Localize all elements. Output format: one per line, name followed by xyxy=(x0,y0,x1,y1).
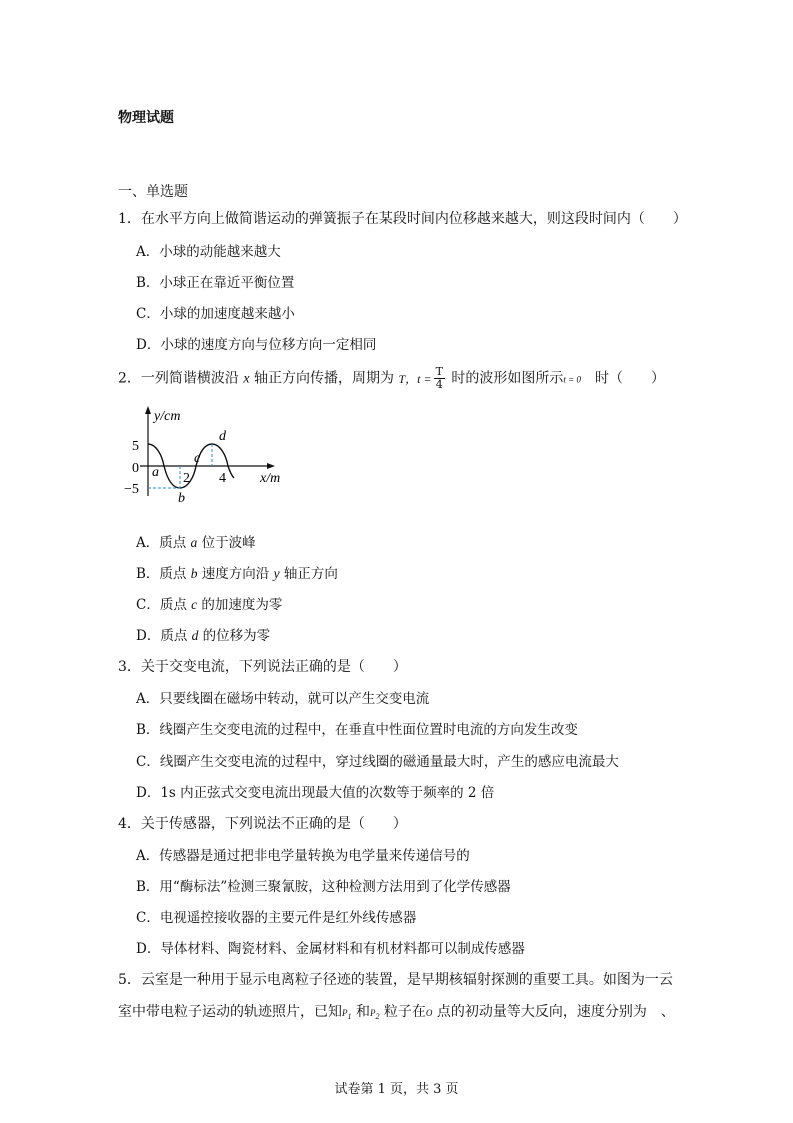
tick-minus-5: −5 xyxy=(124,482,139,497)
question-5-line-2 xyxy=(118,1001,675,1021)
question-4-option-a: A．传感器是通过把非电学量转换为电学量来传递信号的 xyxy=(136,848,470,864)
page-title: 物理试题 xyxy=(118,110,174,126)
fraction-denominator: 4 xyxy=(435,378,443,391)
option-b-suffix: 轴正方向 xyxy=(279,566,338,582)
x-axis-label: x/m xyxy=(260,471,281,486)
point-c-label: c xyxy=(194,451,201,466)
question-2-stem xyxy=(118,366,665,391)
symbol-point-o: O xyxy=(425,1008,433,1018)
formula-t-zero: t = 0 xyxy=(563,374,581,385)
symbol-p2: P2 xyxy=(369,1008,380,1021)
option-b-middle: 速度方向沿 xyxy=(197,566,274,582)
y-axis-label: y/cm xyxy=(154,409,181,424)
question-2-option-b xyxy=(136,562,338,582)
question-5-part-b: 和 xyxy=(351,1004,370,1020)
symbol-p1: P1 xyxy=(342,1008,352,1021)
question-2-option-c xyxy=(136,593,282,613)
option-b-prefix: B．质点 xyxy=(136,566,191,582)
wave-figure xyxy=(124,404,300,506)
option-d-prefix: D．质点 xyxy=(136,628,192,644)
variable-c: c xyxy=(191,597,198,612)
tick-4: 4 xyxy=(219,471,226,486)
question-4-option-d: D．导体材料、陶瓷材料、金属材料和有机材料都可以制成传感器 xyxy=(136,941,525,957)
point-b-label: b xyxy=(178,491,185,506)
question-1-option-d: D．小球的速度方向与位移方向一定相同 xyxy=(136,337,377,353)
option-d-suffix: 的位移为零 xyxy=(198,628,271,644)
tick-5: 5 xyxy=(132,439,139,454)
point-d-label: d xyxy=(219,429,226,444)
fraction-t-over-4 xyxy=(434,366,445,391)
question-5-line-1: 5．云室是一种用于显示电离粒子径迹的装置，是早期核辐射探测的重要工具。如图为一云 xyxy=(118,972,673,988)
option-c-prefix: C．质点 xyxy=(136,597,192,613)
fraction-numerator: T xyxy=(435,365,443,378)
tick-0: 0 xyxy=(132,461,139,476)
question-1-option-c: C．小球的加速度越来越小 xyxy=(136,306,295,322)
question-2-stem-part-c: 时的波形如图所示 xyxy=(446,370,564,387)
variable-x: x xyxy=(243,371,250,387)
question-2-option-d xyxy=(136,624,270,644)
variable-y: y xyxy=(273,566,280,581)
question-2-stem-part-d: 时（ ） xyxy=(580,370,665,387)
question-3-option-c: C．线圈产生交变电流的过程中，穿过线圈的磁通量最大时，产生的感应电流最大 xyxy=(136,754,619,770)
option-a-suffix: 位于波峰 xyxy=(197,535,256,551)
option-c-suffix: 的加速度为零 xyxy=(197,597,283,613)
section-heading: 一、单选题 xyxy=(118,184,188,200)
question-3-option-d: D．1s 内正弦式交变电流出现最大值的次数等于频率的 2 倍 xyxy=(136,785,495,801)
question-3-option-b: B．线圈产生交变电流的过程中，在垂直中性面位置时电流的方向发生改变 xyxy=(136,722,578,738)
question-3-stem: 3．关于交变电流，下列说法正确的是（ ） xyxy=(118,659,407,675)
page-footer: 试卷第 1 页，共 3 页 xyxy=(334,1082,459,1097)
variable-b: b xyxy=(190,566,198,581)
y-axis-arrow xyxy=(145,406,151,414)
question-2-option-a xyxy=(136,531,256,551)
question-5-part-c: 粒子在 xyxy=(379,1004,426,1020)
question-1-stem: 1．在水平方向上做简谐运动的弹簧振子在某段时间内位移越来越大，则这段时间内（ ） xyxy=(118,211,687,227)
variable-d: d xyxy=(191,628,199,643)
question-5-part-e: 、 xyxy=(646,1004,675,1020)
question-5-part-d: 点的初动量等大反向，速度分别为 xyxy=(432,1004,647,1020)
option-a-prefix: A．质点 xyxy=(136,535,191,551)
question-1-option-a: A．小球的动能越来越大 xyxy=(136,244,281,260)
question-4-option-b: B．用“酶标法”检测三聚氰胺，这种检测方法用到了化学传感器 xyxy=(136,879,511,895)
question-3-option-a: A．只要线圈在磁场中转动，就可以产生交变电流 xyxy=(136,691,430,707)
point-a-label: a xyxy=(152,465,159,480)
question-5-part-a: 室中带电粒子运动的轨迹照片，已知 xyxy=(118,1004,342,1020)
x-axis-arrow xyxy=(267,463,275,469)
formula-period: T，t = xyxy=(398,372,432,386)
question-2-stem-part-b: 轴正方向传播，周期为 xyxy=(249,370,399,387)
question-2-stem-part-a: 2．一列简谐横波沿 xyxy=(118,370,244,387)
question-4-option-c: C．电视遥控接收器的主要元件是红外线传感器 xyxy=(136,910,417,926)
question-1-option-b: B．小球正在靠近平衡位置 xyxy=(136,275,295,291)
variable-a: a xyxy=(190,535,198,550)
question-4-stem: 4．关于传感器，下列说法不正确的是（ ） xyxy=(118,816,407,832)
tick-2: 2 xyxy=(183,471,190,486)
